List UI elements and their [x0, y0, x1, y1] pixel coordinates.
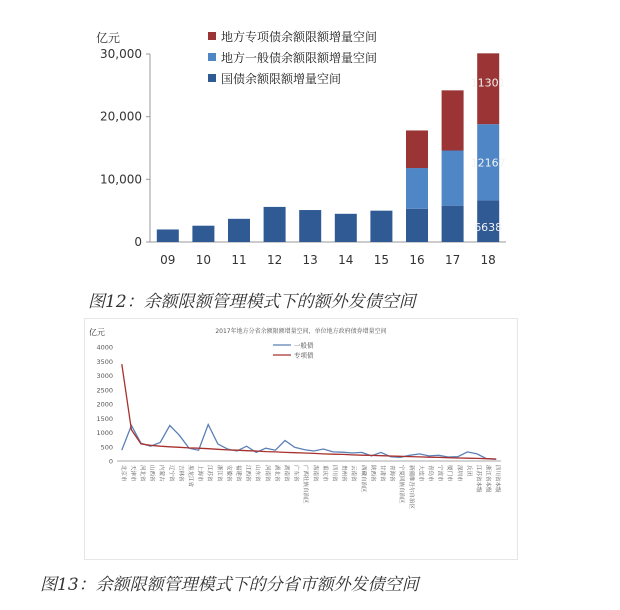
legend-label: 地方专项债余额限额增量空间: [221, 30, 378, 44]
y-axis-unit: 亿元: [89, 328, 105, 337]
y-tick-label: 10,000: [100, 172, 142, 187]
x-tick-label: 厦门市: [446, 465, 453, 482]
bar-segment: [442, 90, 464, 150]
x-tick-label: 新疆维吾尔自治区: [407, 465, 414, 510]
bar-segment: [406, 209, 428, 242]
caption-fig13: 图13：余额限额管理模式下的分省市额外发债空间: [40, 575, 419, 595]
legend-swatch: [208, 53, 216, 61]
x-tick-label: 兵团: [465, 465, 472, 477]
caption-fig12: 图12：余额限额管理模式下的额外发债空间: [88, 292, 416, 312]
x-tick-label: 天津市: [129, 465, 136, 482]
x-tick-label: 辽宁省: [167, 465, 174, 482]
x-tick-label: 深圳市: [455, 465, 462, 482]
data-label: 12167: [470, 156, 506, 170]
chart-panel-fig13: [84, 318, 518, 560]
x-tick-label: 青海省: [388, 465, 395, 482]
x-tick-label: 浙江省本级: [484, 465, 491, 493]
x-tick-label: 贵州省: [340, 465, 347, 482]
x-tick-label: 北京市: [119, 465, 126, 482]
y-axis-unit: 亿元: [96, 31, 121, 45]
stacked-bar-chart: [88, 20, 518, 275]
x-tick-label: 17: [444, 253, 461, 267]
data-label: 11301: [470, 76, 506, 90]
y-tick-label: 30,000: [100, 47, 142, 61]
series-line-general: [122, 425, 496, 460]
y-tick-label: 20,000: [100, 109, 142, 124]
bar-segment: [299, 210, 321, 242]
x-tick-label: 山东省: [254, 465, 261, 482]
x-tick-label: 14: [338, 253, 354, 267]
x-tick-label: 16: [409, 253, 425, 267]
chart-panel-fig12: [88, 20, 518, 275]
x-tick-label: 黑龙江省: [187, 465, 193, 488]
x-tick-label: 大连市: [417, 465, 424, 482]
x-tick-label: 内蒙古: [158, 465, 165, 482]
legend-swatch: [208, 74, 216, 82]
y-tick-label: 0: [108, 457, 113, 466]
x-tick-label: 15: [373, 253, 390, 267]
x-tick-label: 广东省: [292, 465, 299, 482]
x-tick-label: 四川省本级: [494, 465, 501, 493]
x-tick-label: 浙江省: [215, 465, 222, 482]
x-tick-label: 广西壮族自治区: [302, 465, 309, 504]
series-line-special: [122, 364, 496, 459]
data-label: 6638: [474, 221, 503, 235]
x-tick-label: 12: [266, 253, 283, 267]
x-tick-label: 安徽省: [225, 465, 232, 482]
chart-title: 2017年地方分省余额限额增量空间，单位地方政府债券增量空间: [215, 328, 387, 335]
y-tick-label: 4000: [96, 343, 113, 352]
y-tick-label: 1000: [96, 429, 113, 437]
x-tick-label: 青岛市: [427, 465, 433, 482]
bar-segment: [442, 151, 464, 206]
bar-segment: [335, 214, 357, 242]
x-tick-label: 陕西省: [369, 465, 376, 482]
bar-segment: [264, 207, 286, 242]
y-tick-label: 3000: [96, 372, 113, 380]
y-tick-label: 2500: [96, 386, 113, 395]
legend-label: 一般债: [294, 341, 314, 350]
y-tick-label: 0: [134, 235, 142, 249]
bar-segment: [192, 226, 214, 242]
x-tick-label: 西藏自治区: [359, 465, 366, 493]
x-tick-label: 湖北省: [273, 465, 280, 482]
bar-segment: [370, 211, 392, 242]
x-tick-label: 江西省: [244, 465, 251, 482]
y-tick-label: 500: [100, 443, 113, 452]
x-tick-label: 海南省: [311, 465, 318, 482]
x-tick-label: 四川省: [331, 465, 337, 482]
x-tick-label: 11: [231, 253, 247, 267]
legend-label: 地方一般债余额限额增量空间: [221, 51, 378, 65]
x-tick-label: 10: [195, 253, 212, 267]
x-tick-label: 江苏省本级: [475, 465, 481, 493]
x-tick-label: 09: [160, 253, 176, 267]
y-tick-label: 2000: [96, 400, 113, 409]
legend-swatch: [208, 32, 216, 40]
x-tick-label: 甘肃省: [379, 465, 385, 482]
bar-segment: [442, 206, 464, 242]
x-tick-label: 河南省: [263, 465, 270, 482]
x-tick-label: 重庆市: [321, 465, 328, 482]
x-tick-label: 江苏省: [206, 465, 213, 482]
x-tick-label: 上海市: [196, 465, 203, 482]
x-tick-label: 湖南省: [283, 465, 289, 482]
x-tick-label: 福建省: [235, 465, 241, 482]
x-tick-label: 宁夏回族自治区: [398, 465, 405, 504]
x-tick-label: 云南省: [350, 465, 357, 482]
y-tick-label: 3500: [96, 357, 113, 366]
x-tick-label: 山西省: [148, 465, 155, 482]
x-tick-label: 河北省: [139, 465, 145, 482]
x-tick-label: 13: [302, 253, 318, 267]
bar-segment: [228, 219, 250, 242]
x-tick-label: 吉林省: [177, 465, 184, 482]
bar-segment: [157, 229, 179, 242]
bar-segment: [406, 130, 428, 168]
line-chart: [85, 319, 517, 559]
legend-label: 专项债: [294, 351, 314, 360]
bar-segment: [406, 168, 428, 209]
y-tick-label: 1500: [96, 414, 113, 423]
x-tick-label: 宁波市: [436, 465, 443, 482]
x-tick-label: 18: [480, 253, 496, 267]
legend-label: 国债余额限额增量空间: [221, 72, 342, 86]
